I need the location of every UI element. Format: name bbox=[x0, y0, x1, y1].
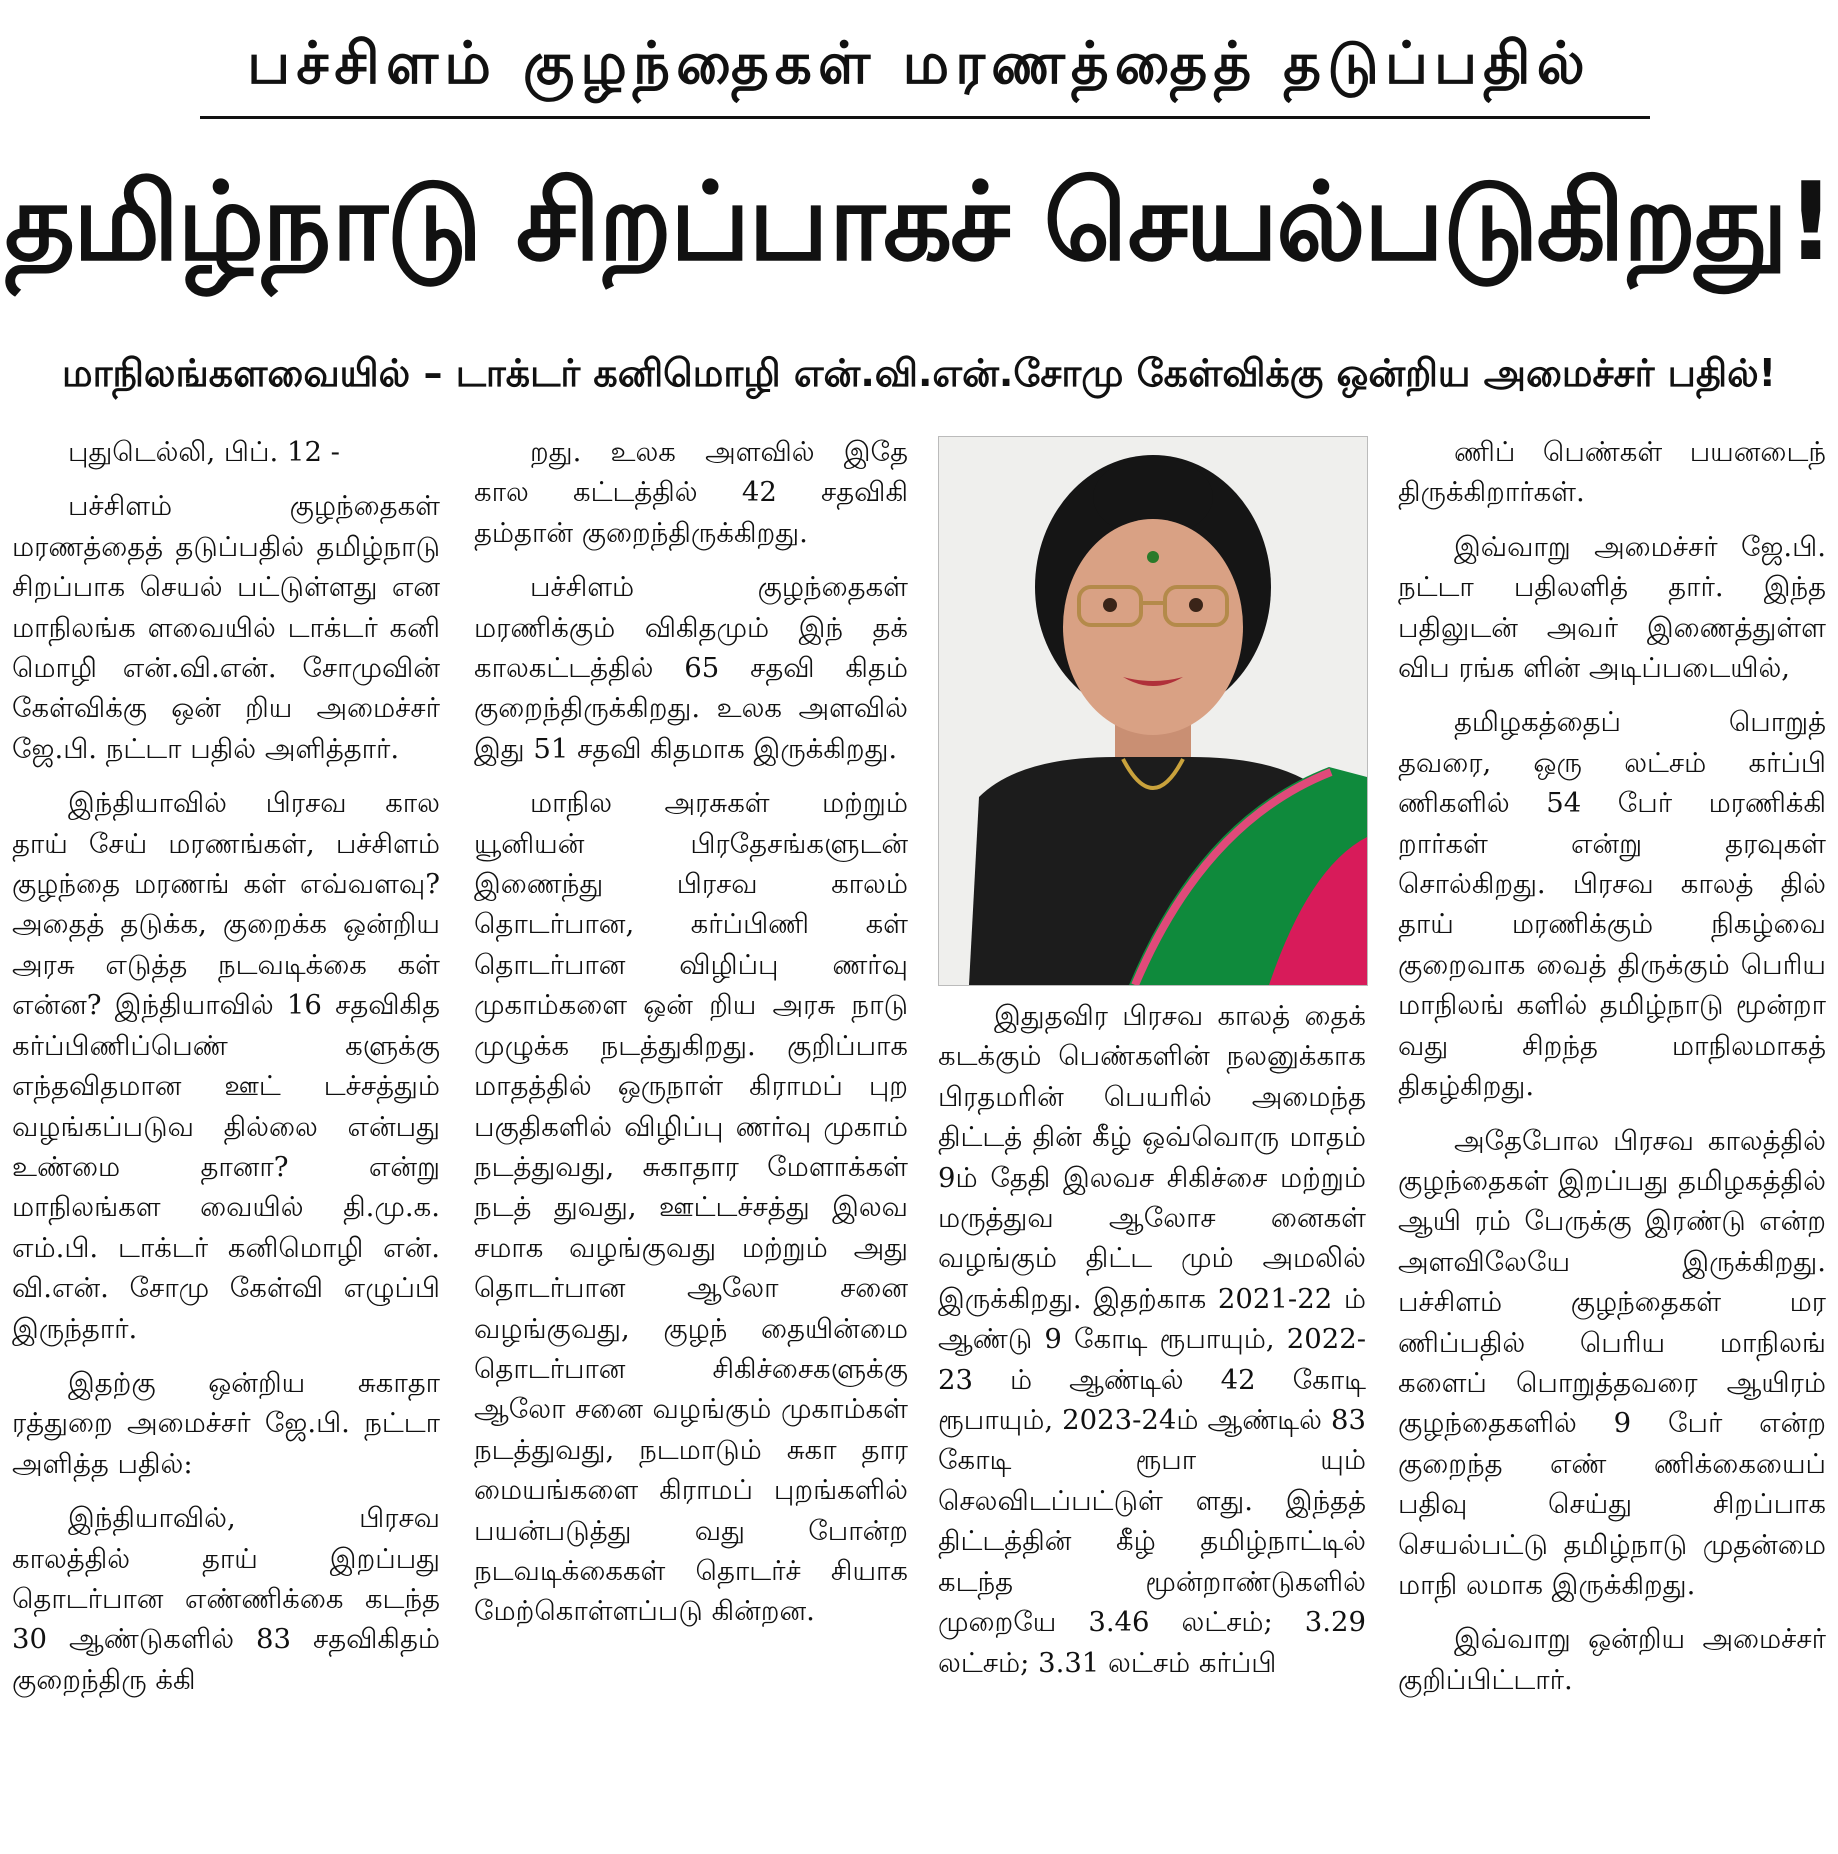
kicker-line: பச்சிளம் குழந்தைகள் மரணத்தைத் தடுப்பதில் bbox=[247, 29, 1591, 97]
article-column-3 bbox=[938, 996, 1366, 1850]
paragraph: தமிழகத்தைப் பொறுத் தவரை, ஒரு லட்சம் கர்ப்பி ணிகளில் 54 பேர் மரணிக்கி றார்கள் என்று தரவுகள் சொல்கிறது. பிரசவ காலத் தில் தாய் மரணிக்கும் நிகழ்வை குறைவாக வைத் திருக்கும் பெரிய மாநிலங் களில் தமிழ்நாடு மூன்றா வது சிறந்த மாநிலமாகத் திகழ்கிறது. bbox=[1398, 706, 1826, 1103]
article-column-4 bbox=[1398, 432, 1826, 1850]
paragraph: பச்சிளம் குழந்தைகள் மரணத்தைத் தடுப்பதில் தமிழ்நாடு சிறப்பாக செயல் பட்டுள்ளது என மாநிலங்க ளவையில் டாக்டர் கனி மொழி என்.வி.என். சோமுவின் கேள்விக்கு ஒன் றிய அமைச்சர் ஜே.பி. நட்டா பதில் அளித்தார். bbox=[12, 490, 440, 765]
portrait-illustration bbox=[939, 437, 1367, 985]
paragraph: மாநில அரசுகள் மற்றும் யூனியன் பிரதேசங்களுடன் இணைந்து பிரசவ காலம் தொடர்பான, கர்ப்பிணி கள் தொடர்பான விழிப்பு ணர்வு முகாம்களை ஒன் றிய அரசு நாடு முழுக்க நடத்துகிறது. குறிப்பாக மாதத்தில் ஒருநாள் கிராமப் புற பகுதிகளில் விழிப்பு ணர்வு முகாம் நடத்துவது, சுகாதார மேளாக்கள் நடத் துவது, ஊட்டச்சத்து இலவ சமாக வழங்குவது மற்றும் அது தொடர்பான ஆலோ சனை வழங்குவது, குழந் தையின்மை தொடர்பான சிகிச்சைகளுக்கு ஆலோ சனை வழங்கும் முகாம்கள் நடத்துவது, நடமாடும் சுகா தார மையங்களை கிராமப் புறங்களில் பயன்படுத்து வது போன்ற நடவடிக்கைகள் தொடர்ச் சியாக மேற்கொள்ளப்படு கின்றன. bbox=[474, 787, 908, 1628]
paragraph: இந்தியாவில், பிரசவ காலத்தில் தாய் இறப்பது தொடர்பான எண்ணிக்கை கடந்த 30 ஆண்டுகளில் 83 சதவிகிதம் குறைந்திரு க்கி bbox=[12, 1502, 440, 1696]
paragraph: புதுடெல்லி, பிப். 12 - bbox=[68, 436, 340, 468]
portrait-photo bbox=[938, 436, 1368, 986]
paragraph: இதற்கு ஒன்றிய சுகாதா ரத்துறை அமைச்சர் ஜே.பி. நட்டா அளித்த பதில்: bbox=[12, 1366, 440, 1480]
divider-rule bbox=[200, 116, 1650, 119]
paragraph: இதுதவிர பிரசவ காலத் தைக் கடக்கும் பெண்களின் நலனுக்காக பிரதமரின் பெயரில் அமைந்த திட்டத் தின் கீழ் ஒவ்வொரு மாதம் 9ம் தேதி இலவச சிகிச்சை மற்றும் மருத்துவ ஆலோச னைகள் வழங்கும் திட்ட மும் அமலில் இருக்கிறது. இதற்காக 2021-22 ம் ஆண்டு 9 கோடி ரூபாயும், 2022-23 ம் ஆண்டில் 42 கோடி ரூபாயும், 2023-24ம் ஆண்டில் 83 கோடி ரூபா யும் செலவிடப்பட்டுள் ளது. இந்தத் திட்டத்தின் கீழ் தமிழ்நாட்டில் கடந்த மூன்றாண்டுகளில் முறையே 3.46 லட்சம்; 3.29 லட்சம்; 3.31 லட்சம் கர்ப்பி bbox=[938, 1000, 1366, 1679]
article-column-1 bbox=[12, 432, 440, 1850]
article-column-2 bbox=[474, 432, 908, 1850]
paragraph: றது. உலக அளவில் இதே கால கட்டத்தில் 42 சதவிகி தம்தான் குறைந்திருக்கிறது. bbox=[474, 436, 908, 549]
paragraph: இவ்வாறு அமைச்சர் ஜே.பி. நட்டா பதிலளித் தார். இந்த பதிலுடன் அவர் இணைத்துள்ள விப ரங்க ளின் அடிப்படையில், bbox=[1398, 530, 1826, 685]
paragraph: ணிப் பெண்கள் பயனடைந் திருக்கிறார்கள். bbox=[1398, 436, 1826, 509]
paragraph: இந்தியாவில் பிரசவ கால தாய் சேய் மரணங்கள், பச்சிளம் குழந்தை மரணங் கள் எவ்வளவு? அதைத் தடுக்க, குறைக்க ஒன்றிய அரசு எடுத்த நடவடிக்கை கள் என்ன? இந்தியாவில் 16 சதவிகித கர்ப்பிணிப்பெண் களுக்கு எந்தவிதமான ஊட் டச்சத்தும் வழங்கப்படுவ தில்லை என்பது உண்மை தானா? என்று மாநிலங்கள வையில் தி.மு.க. எம்.பி. டாக்டர் கனிமொழி என். வி.என். சோமு கேள்வி எழுப்பி இருந்தார். bbox=[12, 787, 440, 1345]
headline: தமிழ்நாடு சிறப்பாகச் செயல்படுகிறது! bbox=[4, 160, 1834, 285]
paragraph: அதேபோல பிரசவ காலத்தில் குழந்தைகள் இறப்பது தமிழகத்தில் ஆயி ரம் பேருக்கு இரண்டு என்ற அளவிலேயே இருக்கிறது. பச்சிளம் குழந்தைகள் மர ணிப்பதில் பெரிய மாநிலங் களைப் பொறுத்தவரை ஆயிரம் குழந்தைகளில் 9 பேர் என்ற குறைந்த எண் ணிக்கையைப் பதிவு செய்து சிறப்பாக செயல்பட்டு தமிழ்நாடு முதன்மை மாநி லமாக இருக்கிறது. bbox=[1398, 1124, 1826, 1601]
paragraph: இவ்வாறு ஒன்றிய அமைச்சர் குறிப்பிட்டார். bbox=[1398, 1623, 1826, 1696]
paragraph: பச்சிளம் குழந்தைகள் மரணிக்கும் விகிதமும் இந் தக் காலகட்டத்தில் 65 சதவி கிதம் குறைந்திருக்கிறது. உலக அளவில் இது 51 சதவி கிதமாக இருக்கிறது. bbox=[474, 571, 908, 765]
subheadline: மாநிலங்களவையில் – டாக்டர் கனிமொழி என்.வி.என்.சோமு கேள்விக்கு ஒன்றிய அமைச்சர் பதில்! bbox=[62, 351, 1776, 395]
